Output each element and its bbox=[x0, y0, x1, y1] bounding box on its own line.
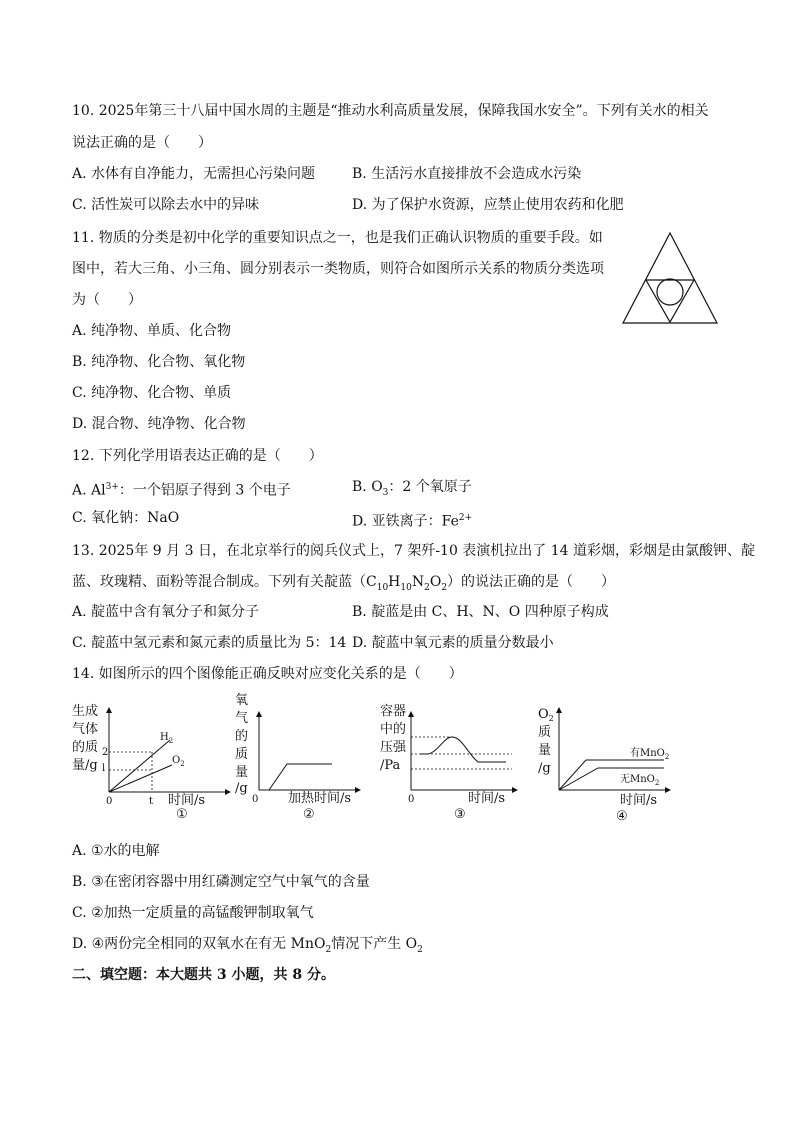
svg-text:气体: 气体 bbox=[72, 722, 99, 737]
section-2-heading: 二、填空题：本大题共 3 小题，共 8 分。 bbox=[72, 967, 335, 983]
svg-text:H2: $H_2$ bbox=[160, 732, 174, 745]
graph-4 bbox=[538, 707, 670, 824]
svg-text:O2: $O_2$ bbox=[538, 707, 554, 723]
svg-text:③: ③ bbox=[454, 807, 466, 822]
graph-3 bbox=[380, 704, 517, 822]
svg-text:的: 的 bbox=[235, 729, 249, 744]
q12-option-b: B. $O_3$：2 个氧原子 bbox=[352, 479, 472, 498]
small-triangle bbox=[646, 280, 694, 322]
svg-text:l: l bbox=[102, 763, 106, 774]
svg-text:量/g: 量/g bbox=[72, 758, 98, 773]
q14-option-d: D. ④两份完全相同的双氧水在有无 MnO$_2$情况下产生 $O_2$ bbox=[72, 936, 423, 955]
circle bbox=[657, 279, 683, 305]
svg-text:生成: 生成 bbox=[72, 704, 99, 719]
svg-text:/Pa: /Pa bbox=[380, 758, 401, 773]
q13-option-c: C. 靛蓝中氢元素和氮元素的质量比为 5：14 bbox=[72, 635, 347, 651]
svg-text:容器: 容器 bbox=[380, 704, 407, 719]
large-triangle bbox=[623, 233, 717, 323]
svg-text:的质: 的质 bbox=[72, 740, 99, 755]
svg-text:/g: /g bbox=[538, 761, 551, 776]
svg-text:时间/s: 时间/s bbox=[168, 793, 206, 808]
svg-text:时间/s: 时间/s bbox=[468, 791, 506, 806]
q11-stem-line3: 为（ ） bbox=[72, 292, 142, 308]
q13-stem-line2: 蓝、玫瑰精、面粉等混合制成。下列有关靛蓝$(C_{10}H_{10}N_2O_2)$的说法正确的是（ ） bbox=[72, 574, 616, 593]
svg-text:无MnO2: 无MnO$_2$ bbox=[620, 774, 660, 787]
svg-text:0: 0 bbox=[106, 796, 113, 807]
svg-text:t: t bbox=[149, 796, 154, 807]
q12-option-c: C. 氧化钠：NaO bbox=[72, 510, 180, 526]
q10-option-a: A. 水体有自净能力，无需担心污染问题 bbox=[72, 166, 316, 182]
svg-text:O2: $O_2$ bbox=[172, 755, 185, 768]
q13-option-d: D. 靛蓝中氧元素的质量分数最小 bbox=[352, 635, 554, 651]
q10-option-b: B. 生活污水直接排放不会造成水污染 bbox=[352, 166, 582, 182]
q10-stem-line1: 10. 2025年第三十八届中国水周的主题是“推动水利高质量发展，保障我国水安全”。下列有关水的相关 bbox=[72, 103, 709, 119]
q13-option-a: A. 靛蓝中含有氧分子和氮分子 bbox=[72, 604, 260, 620]
q11-stem-line2: 图中，若大三角、小三角、圆分别表示一类物质，则符合如图所示关系的物质分类选项 bbox=[72, 261, 604, 277]
svg-text:④: ④ bbox=[616, 809, 628, 824]
q13-stem-line1: 13. 2025年 9 月 3 日，在北京举行的阅兵仪式上，7 架歼-10 表演机拉出了 14 道彩烟，彩烟是由氯酸钾、靛 bbox=[72, 543, 756, 559]
svg-text:质: 质 bbox=[235, 747, 249, 762]
svg-text:量: 量 bbox=[538, 743, 552, 758]
svg-text:有MnO2: 有MnO$_2$ bbox=[630, 748, 670, 761]
h2-line bbox=[109, 740, 170, 792]
q11-option-b: B. 纯净物、化合物、氧化物 bbox=[72, 354, 246, 370]
q11-option-a: A. 纯净物、单质、化合物 bbox=[72, 323, 232, 339]
svg-text:中的: 中的 bbox=[380, 722, 407, 737]
oxygen-curve bbox=[269, 764, 332, 790]
graph-2 bbox=[235, 693, 360, 822]
q12-stem: 12. 下列化学用语表达正确的是（ ） bbox=[72, 448, 323, 464]
q11-option-d: D. 混合物、纯净物、化合物 bbox=[72, 416, 246, 432]
svg-text:氧: 氧 bbox=[235, 693, 249, 708]
svg-text:②: ② bbox=[303, 807, 315, 822]
svg-text:气: 气 bbox=[235, 711, 249, 726]
q14-option-c: C. ②加热一定质量的高锰酸钾制取氧气 bbox=[72, 905, 314, 921]
q10-stem-line2: 说法正确的是（ ） bbox=[72, 135, 212, 151]
graph-1 bbox=[72, 703, 230, 822]
q10-option-c: C. 活性炭可以除去水中的异味 bbox=[72, 197, 260, 213]
q12-option-d: D. 亚铁离子：$Fe^{2+}$ bbox=[352, 513, 473, 530]
svg-text:量: 量 bbox=[235, 765, 249, 780]
q11-stem-line1: 11. 物质的分类是初中化学的重要知识点之一，也是我们正确认识物质的重要手段。如 bbox=[72, 230, 603, 246]
q11-option-c: C. 纯净物、化合物、单质 bbox=[72, 385, 232, 401]
q10-option-d: D. 为了保护水资源，应禁止使用农药和化肥 bbox=[352, 197, 624, 213]
svg-text:时间/s: 时间/s bbox=[620, 793, 658, 808]
q14-stem: 14. 如图所示的四个图像能正确反映对应变化关系的是（ ） bbox=[72, 666, 463, 682]
q14-option-b: B. ③在密闭容器中用红磷测定空气中氧气的含量 bbox=[72, 874, 370, 890]
svg-text:/g: /g bbox=[235, 781, 248, 796]
svg-text:质: 质 bbox=[538, 725, 552, 740]
svg-text:加热时间/s: 加热时间/s bbox=[288, 791, 352, 806]
pressure-curve bbox=[420, 737, 506, 762]
svg-text:①: ① bbox=[176, 807, 188, 822]
q13-option-b: B. 靛蓝是由 C、H、N、O 四种原子构成 bbox=[352, 604, 609, 620]
svg-text:2: 2 bbox=[102, 747, 109, 758]
svg-text:0: 0 bbox=[408, 794, 415, 805]
o2-line bbox=[109, 765, 172, 792]
svg-text:0: 0 bbox=[252, 794, 259, 805]
q11-triangle-diagram bbox=[620, 230, 720, 326]
svg-text:压强: 压强 bbox=[380, 740, 407, 755]
q12-option-a: A. $Al^{3+}$：一个铝原子得到 3 个电子 bbox=[72, 482, 291, 499]
q14-option-a: A. ①水的电解 bbox=[72, 843, 160, 859]
q14-graphs bbox=[60, 692, 740, 832]
